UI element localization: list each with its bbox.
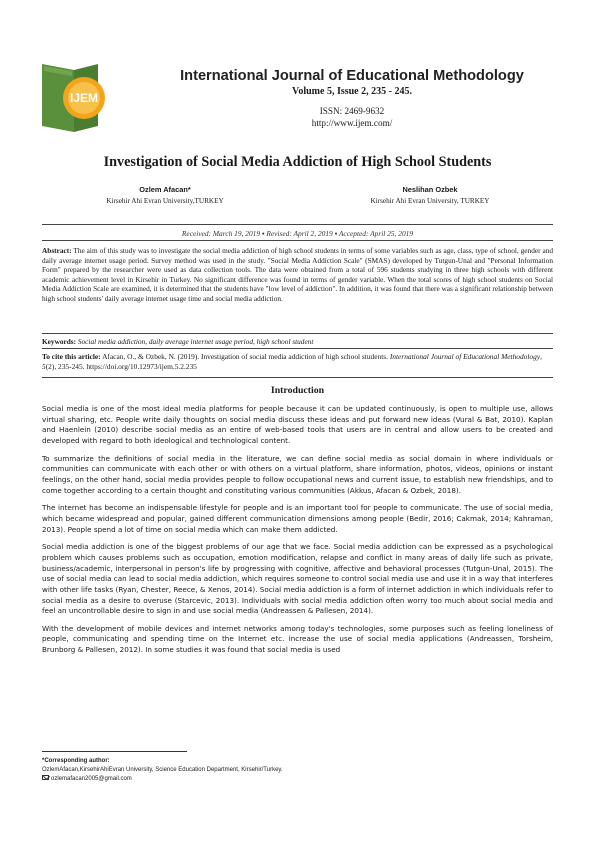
citation-label: To cite this article: (42, 352, 101, 361)
journal-info (146, 56, 558, 128)
paragraph: To summarize the definitions of social media in the literature, we can define social media as social domain in where individuals or communities can communicate with each other or with others on a virtual platform, share information, photos, videos, opinions or instant feelings, on the other hand, social media provides people to follow occupational news and current issue, to establish new friendships, and to come together according to a certain thought and constituting various communities (Akkus, Afacan & Ozbek, 2018). (42, 453, 553, 495)
author-block (40, 185, 555, 209)
footnote-divider (42, 751, 187, 752)
divider-citation (42, 377, 553, 378)
journal-issn: ISSN: 2469-9632 (319, 106, 385, 116)
footnote-email-line (42, 775, 553, 784)
citation-journal: International Journal of Educational Methodology (389, 352, 541, 361)
paragraph: Social media is one of the most ideal media platforms for people because it can be updated continuously, is open to multiple use, allows virtual sharing, etc. People write daily thoughts on social media discuss these ideas and put forward new ideas (Vural & Bat, 2010). Kaplan and Haenlein (2010) describe social media as an entire of web-based tools that users are in central and allow users to be created and developed with regard to both ideological and technological content. (42, 404, 553, 445)
author-affiliation: Kirsehir Ahi Evran University, TURKEY (370, 197, 490, 205)
citation-sep: , (540, 352, 542, 361)
divider-abstract (42, 333, 553, 334)
paragraph: With the development of mobile devices and internet networks among today's technologies, some purposes such as feeling loneliness of people, communicating and spending time on the Internet etc. increase the use of social media applications (Andreassen, Torsheim, Brunborg & Pallesen, 2012). In some studies it was found that social media is used (42, 623, 553, 655)
footnote (42, 757, 553, 783)
footnote-affiliation: OzlemAfacan,KirsehirAhiEvran University, Science Education Department, Kirsehir/Turkey. (42, 766, 283, 773)
logo-lettering: IJEM (69, 91, 99, 105)
footnote-heading: *Corresponding author: (42, 758, 110, 764)
introduction-body (42, 404, 553, 663)
author-name: Ozlem Afacan* (139, 185, 191, 194)
submission-dates: Received: March 19, 2019 ▪ Revised: April 2, 2019 ▪ Accepted: April 25, 2019 (181, 229, 414, 238)
paper-title: Investigation of Social Media Addiction of High School Students (103, 154, 492, 170)
footnote-email[interactable]: ozlemafacan2005@gmail.com (51, 775, 132, 782)
abstract-label: Abstract: (42, 246, 72, 255)
author-1 (40, 185, 290, 205)
journal-logo (38, 56, 118, 136)
keywords-text: Social media addiction, daily average internet usage period, high school student (76, 337, 314, 346)
author-name: Neslihan Ozbek (402, 185, 458, 194)
journal-header (38, 56, 558, 136)
divider-keywords (42, 348, 553, 349)
author-2 (305, 185, 555, 205)
journal-url[interactable]: http://www.ijem.com/ (311, 118, 393, 128)
citation (42, 352, 553, 372)
abstract-text: The aim of this study was to investigate the social media addiction of high school students in terms of some variables such as age, class, type of school, gender and daily average internet usage period. Survey method was used in the study. "Social Media Addiction Scale" (SMAS) developed by Tutgun-Unal and "Personal Information Form" prepared by the researcher were used as data collection tools. The data were obtained from a total of 596 students studying in three high schools with different academic achievement level in Kirsehir in Turkey. No significant difference was found in terms of gender variable. When the total scores of high school students on Social Media Addiction Scale are examined, it is determined that the students have "low level of addiction". In addition, it was found that there was a significant relationship between high school students' daily average internet usage time and social media addiction. (42, 246, 553, 303)
divider-top (42, 224, 553, 225)
keywords-label: Keywords: (42, 337, 77, 346)
keywords (42, 337, 553, 346)
paragraph: Social media addiction is one of the biggest problems of our age that we face. Social media addiction can be expressed as a psychological problem which causes problems such as occupation, emotion modification, relapse and conflict in many areas of daily life such as private, business/academic, interpersonal in person's life by progressing with cognitive, affective and behavioral processes (Tutgun-Unal, 2015). The use of social media can lead to social media addiction, which requires someone to control social media use and use it in a way that interferes with other life tasks (Ryan, Chester, Reece, & Xenos, 2014). Social media addiction is a form of internet addiction in which individuals refer to social media as a desire to overuse (Starcevic, 2013). Individuals with social media addiction often worry too much about social media and feel an uncontrollable desire to sign in and use social media (Andreassen & Pallesen, 2014). (42, 542, 553, 616)
paragraph: The internet has become an indispensable lifestyle for people and is an important tool for people to communicate. The use of social media, which became widespread and popular, gained different communication dimensions among people (Bedir, 2016; Cakmak, 2014; Kahraman, 2013). People spend a lot of time on social media which can make them addicted. (42, 503, 553, 534)
envelope-icon (42, 775, 49, 780)
citation-text: Afacan, O., & Ozbek, N. (2019). Investigation of social media addiction of high school students. (100, 352, 390, 361)
abstract (42, 246, 553, 304)
author-affiliation: Kirsehir Ahi Evran University,TURKEY (106, 197, 224, 205)
divider-dates (42, 240, 553, 241)
citation-volume: 5 (42, 362, 46, 372)
citation-doi[interactable]: (2), 235-245. https://doi.org/10.12973/ijem.5.2.235 (45, 362, 197, 372)
section-heading-introduction: Introduction (270, 385, 325, 396)
journal-volume: Volume 5, Issue 2, 235 - 245. (292, 86, 412, 97)
journal-title: International Journal of Educational Methodology (180, 68, 524, 84)
